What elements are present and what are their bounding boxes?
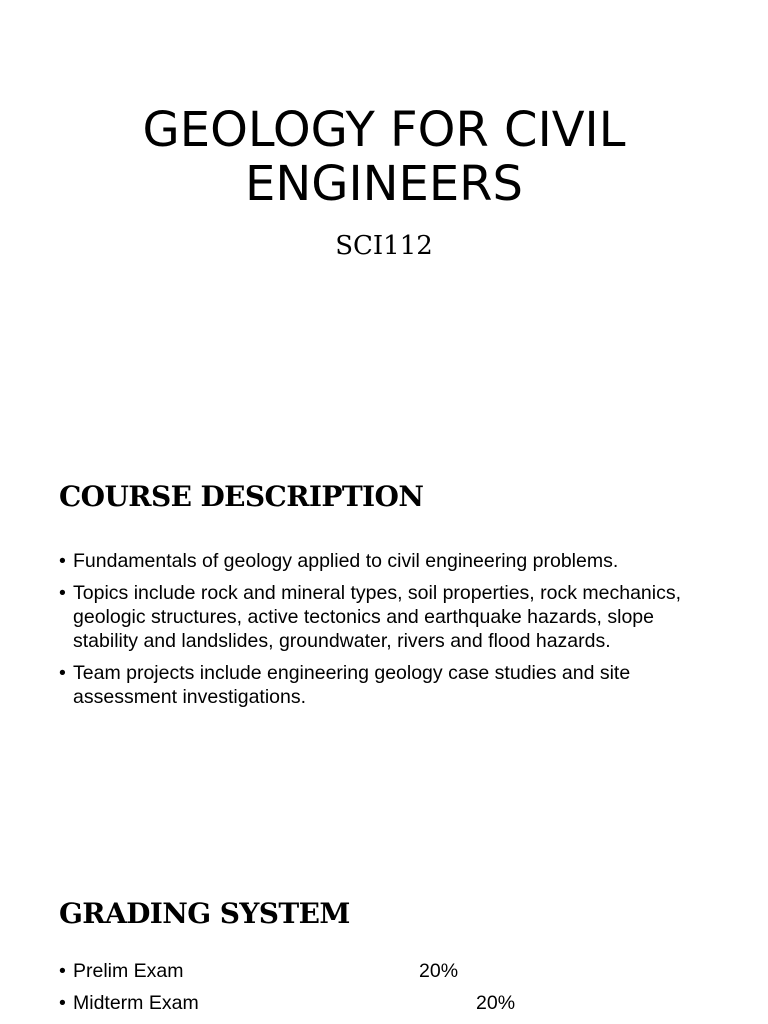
bullet-icon: •: [59, 960, 66, 982]
grading-item-value: 20%: [476, 992, 516, 1014]
grading-item-label: Midterm Exam: [73, 992, 199, 1014]
grading-system-heading: GRADING SYSTEM: [59, 897, 350, 930]
course-code: SCI112: [335, 231, 433, 261]
course-description-heading: COURSE DESCRIPTION: [59, 480, 424, 513]
list-item: [59, 549, 719, 573]
grading-item-label: Prelim Exam: [73, 960, 184, 982]
list-item: [59, 581, 719, 653]
list-item-text: Team projects include engineering geology case studies and site assessment investigations.: [73, 662, 631, 708]
document-title: GEOLOGY FOR CIVIL ENGINEERS: [142, 102, 626, 212]
bullet-icon: •: [59, 662, 66, 684]
list-item-text: Topics include rock and mineral types, soil properties, rock mechanics, geologic structures, active tectonics and earthquake hazards, slope stability and landslides, groundwater, rivers and flood hazards.: [73, 582, 682, 652]
grading-item-value: 20%: [419, 960, 459, 982]
course-description-list: [59, 549, 719, 717]
bullet-icon: •: [59, 550, 66, 572]
grading-item: [59, 959, 719, 991]
bullet-icon: •: [59, 582, 66, 604]
list-item-text: Fundamentals of geology applied to civil engineering problems.: [73, 550, 619, 572]
list-item: [59, 661, 719, 709]
bullet-icon: •: [59, 992, 66, 1014]
grading-system-list: [59, 959, 719, 1023]
grading-item: [59, 991, 719, 1023]
